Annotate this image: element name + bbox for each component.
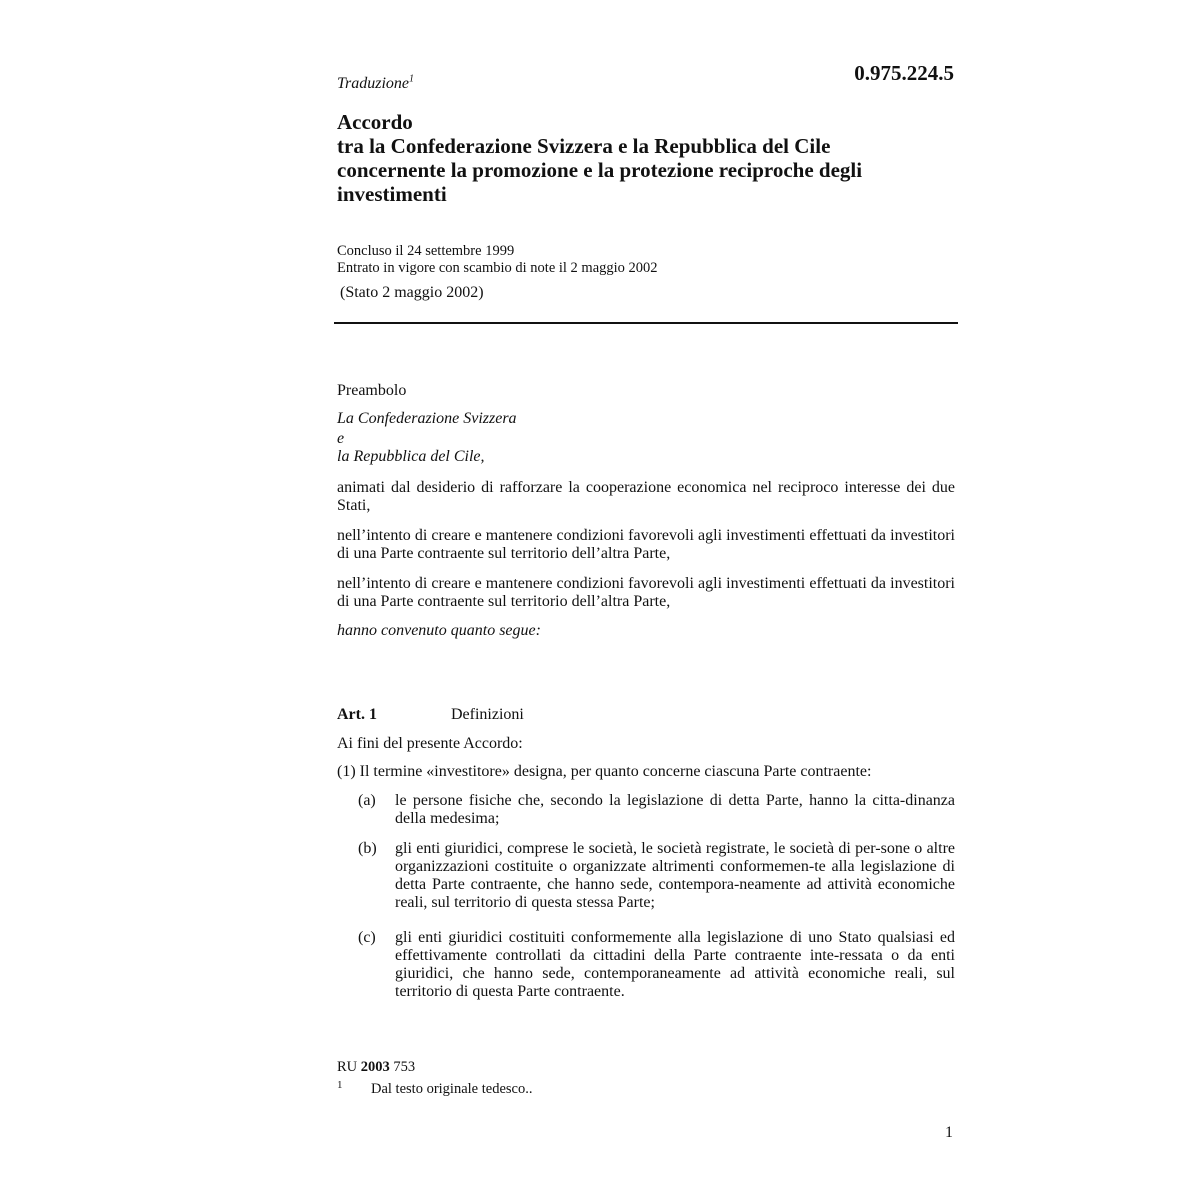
item-label-a: (a) <box>358 792 376 809</box>
header-divider <box>334 322 958 324</box>
article-intro: Ai fini del presente Accordo: <box>337 735 523 752</box>
preamble-paragraph-2: nell’intento di creare e mantenere condizioni favorevoli agli investimenti effettuati da investitori di una Parte contraente sul territorio dell’altra Parte, <box>337 527 955 562</box>
preamble-closing: hanno convenuto quanto segue: <box>337 622 541 639</box>
preamble-paragraph-3: nell’intento di creare e mantenere condizioni favorevoli agli investimenti effettuati da investitori di una Parte contraente sul territorio dell’altra Parte, <box>337 575 955 610</box>
meta-block <box>337 243 658 277</box>
title-line-1: Accordo <box>337 110 413 134</box>
concluded-date: Concluso il 24 settembre 1999 <box>337 243 515 259</box>
sr-number: 0.975.224.5 <box>854 61 954 85</box>
party-switzerland: La Confederazione Svizzera <box>337 410 517 427</box>
item-label-b: (b) <box>358 840 377 857</box>
article-number: Art. 1 <box>337 706 377 723</box>
ru-year: 2003 <box>360 1059 390 1075</box>
ru-reference <box>337 1059 415 1076</box>
article-paragraph-1: (1) Il termine «investitore» designa, per quanto concerne ciascuna Parte contraente: <box>337 763 872 780</box>
preamble-heading: Preambolo <box>337 382 407 399</box>
article-title: Definizioni <box>451 706 524 723</box>
party-chile: la Repubblica del Cile, <box>337 448 485 465</box>
preamble-paragraph-1: animati dal desiderio di rafforzare la cooperazione economica nel reciproco interesse dei due Stati, <box>337 479 955 514</box>
ru-prefix: RU <box>337 1059 358 1075</box>
item-text-a: le persone fisiche che, secondo la legislazione di detta Parte, hanno la citta-dinanza della medesima; <box>395 792 955 827</box>
entry-into-force: Entrato in vigore con scambio di note il 2 maggio 2002 <box>337 260 658 276</box>
title-line-3: concernente la promozione e la protezione reciproche degli <box>337 158 863 182</box>
page-number: 1 <box>945 1124 953 1141</box>
translation-note <box>337 75 414 93</box>
ru-page: 753 <box>393 1059 416 1075</box>
footnote-reference[interactable]: 1 <box>409 73 415 85</box>
translation-label: Traduzione <box>337 75 410 92</box>
title-line-4: investimenti <box>337 182 447 206</box>
document-title <box>337 110 957 206</box>
item-text-c: gli enti giuridici costituiti conformemente alla legislazione di uno Stato qualsiasi ed effettivamente controllati da cittadini della Parte contraente inte-ressata o da enti giuridici, che hanno sede, contemporaneamente ad attività economiche reali, sul territorio di questa Parte contraente. <box>395 929 955 1000</box>
footnote-number: 1 <box>337 1079 343 1091</box>
preamble-parties <box>337 410 517 466</box>
item-label-c: (c) <box>358 929 376 946</box>
footnote-text: Dal testo originale tedesco.. <box>371 1081 533 1097</box>
party-conjunction: e <box>337 430 345 447</box>
item-text-b: gli enti giuridici, comprese le società, le società registrate, le società di per-sone o altre organizzazioni costituite o organizzate altrimenti conformemen-te alla legislazione di detta Parte contraente, che hanno sede, contempora-neamente ad attività economiche reali, sul territorio di questa stessa Parte; <box>395 840 955 911</box>
status-date: (Stato 2 maggio 2002) <box>340 284 484 301</box>
title-line-2: tra la Confederazione Svizzera e la Repubblica del Cile <box>337 134 831 158</box>
